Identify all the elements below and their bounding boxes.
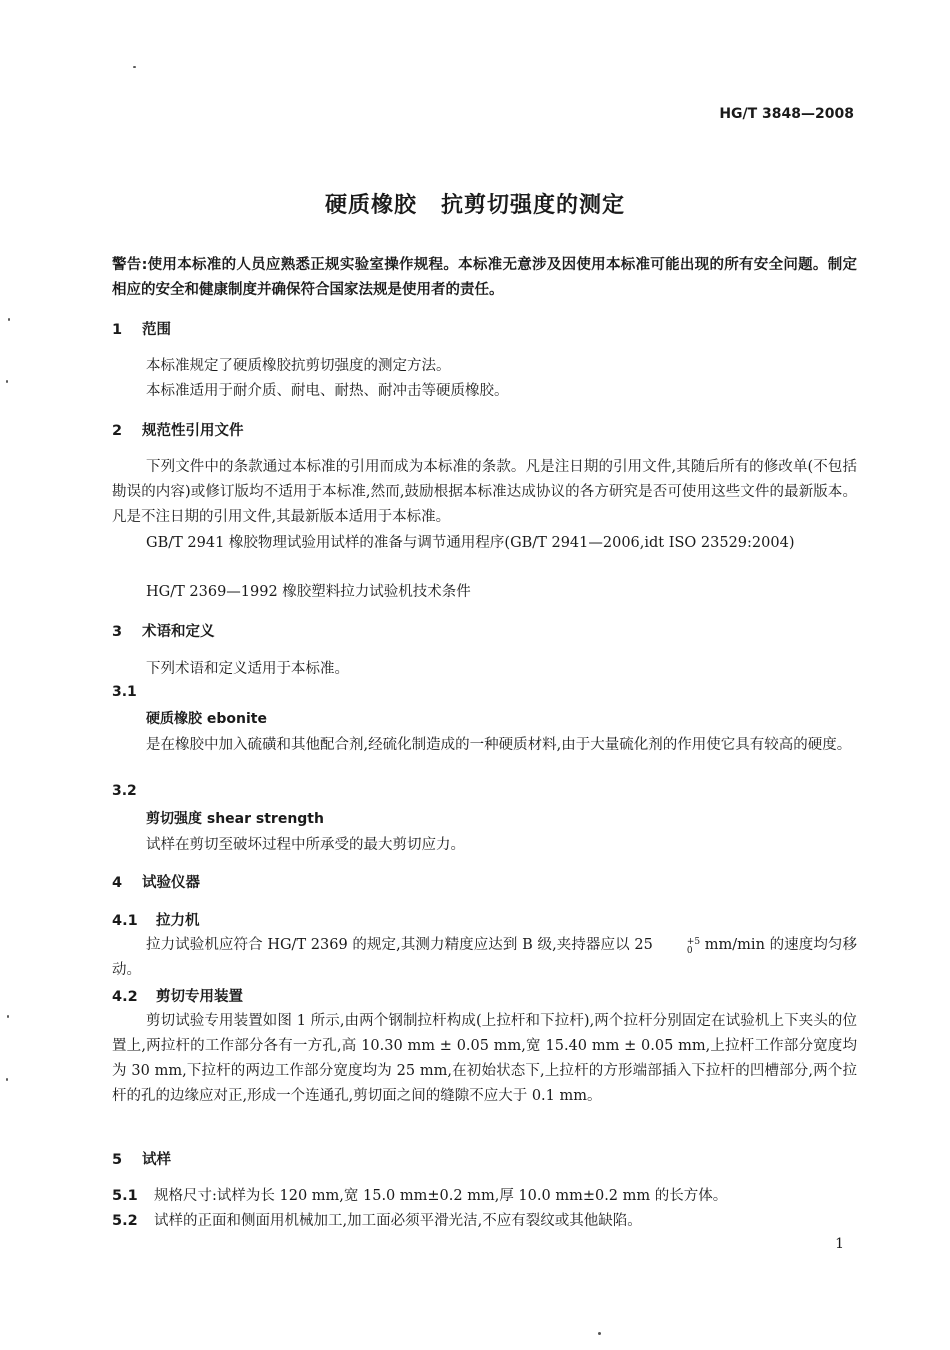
title-part-2: 抗剪切强度的测定: [441, 193, 626, 218]
subsection-number: 4.2: [112, 989, 138, 1005]
section-3-heading: [112, 620, 215, 641]
scan-speck: [6, 380, 8, 383]
term-number: 3.1: [112, 684, 137, 700]
paragraph: 下列文件中的条款通过本标准的引用而成为本标准的条款。凡是注日期的引用文件,其随后所有的修改单(不包括勘误的内容)或修订版均不适用于本标准,然而,鼓励根据本标准达成协议的各方研究是否可使用这些文件的最新版本。凡是不注日期的引用文件,其最新版本适用于本标准。: [112, 459, 857, 525]
tolerance-upper: +5: [686, 937, 701, 947]
subsection-title: 剪切专用装置: [156, 989, 243, 1005]
term-name: 剪切强度 shear strength: [146, 811, 324, 827]
page-number: 1: [835, 1236, 844, 1252]
page-title: [0, 188, 950, 219]
section-number: 4: [112, 875, 123, 891]
paragraph: 下列术语和定义适用于本标准。: [146, 661, 349, 677]
warning-paragraph: 警告:使用本标准的人员应熟悉正规实验室操作规程。本标准无意涉及因使用本标准可能出现的所有安全问题。制定相应的安全和健康制度并确保符合国家法规是使用者的责任。: [112, 257, 857, 298]
section-1-heading: [112, 318, 171, 339]
scan-speck: [133, 66, 136, 68]
subsection-number: 4.1: [112, 913, 138, 929]
term-number: 3.2: [112, 783, 137, 799]
subsection-4-1-heading: [112, 909, 200, 930]
term-definition: 是在橡胶中加入硫磺和其他配合剂,经硫化制造成的一种硬质材料,由于大量硫化剂的作用使它具有较高的硬度。: [146, 737, 852, 753]
section-number: 1: [112, 322, 123, 338]
scan-speck: [7, 1015, 9, 1018]
tolerance: [653, 938, 700, 956]
section-title: 试验仪器: [142, 875, 200, 891]
title-part-1: 硬质橡胶: [324, 193, 417, 218]
subsection-text: 试样的正面和侧面用机械加工,加工面必须平滑光洁,不应有裂纹或其他缺陷。: [154, 1213, 642, 1229]
section-number: 3: [112, 624, 123, 640]
text-run: 拉力试验机应符合 HG/T 2369 的规定,其测力精度应达到 B 级,夹持器应以 25: [146, 937, 653, 953]
paragraph: 本标准适用于耐介质、耐电、耐热、耐冲击等硬质橡胶。: [146, 383, 509, 399]
section-title: 规范性引用文件: [142, 423, 244, 439]
subsection-5-1: [112, 1184, 727, 1209]
scan-speck: [6, 1078, 8, 1081]
reference-item: GB/T 2941 橡胶物理试验用试样的准备与调节通用程序(GB/T 2941—2006,idt ISO 23529:2004): [146, 535, 795, 551]
tolerance-lower: 0: [686, 946, 693, 956]
section-title: 试样: [142, 1152, 171, 1168]
subsection-4-2-heading: [112, 985, 243, 1006]
subsection-5-2: [112, 1209, 642, 1234]
subsection-number: 5.1: [112, 1188, 138, 1204]
section-5-heading: [112, 1148, 171, 1169]
section-title: 术语和定义: [142, 624, 215, 640]
standard-number: HG/T 3848—2008: [719, 106, 854, 122]
scan-speck: [598, 1332, 601, 1335]
reference-item: HG/T 2369—1992 橡胶塑料拉力试验机技术条件: [146, 584, 471, 600]
paragraph: [112, 933, 857, 983]
subsection-text: 规格尺寸:试样为长 120 mm,宽 15.0 mm±0.2 mm,厚 10.0 mm±0.2 mm 的长方体。: [154, 1188, 728, 1204]
section-4-heading: [112, 871, 200, 892]
section-2-heading: [112, 419, 244, 440]
paragraph: 本标准规定了硬质橡胶抗剪切强度的测定方法。: [146, 358, 451, 374]
section-number: 5: [112, 1152, 123, 1168]
subsection-number: 5.2: [112, 1213, 138, 1229]
term-name: 硬质橡胶 ebonite: [146, 711, 267, 727]
subsection-title: 拉力机: [156, 913, 200, 929]
section-title: 范围: [142, 322, 171, 338]
section-number: 2: [112, 423, 123, 439]
term-definition: 试样在剪切至破坏过程中所承受的最大剪切应力。: [146, 837, 465, 853]
paragraph: 剪切试验专用装置如图 1 所示,由两个钢制拉杆构成(上拉杆和下拉杆),两个拉杆分别固定在试验机上下夹头的位置上,两拉杆的工作部分各有一方孔,高 10.30 mm ± 0.05 mm,宽 15.40 mm ± 0.05 mm,上拉杆工作部分宽度均为 30 mm,下拉杆的两边工作部分宽度均为 25 mm,在初始状态下,上拉杆的方形端部插入下拉杆的凹槽部分,两个拉杆的孔的边缘应对正,形成一个连通孔,剪切面之间的缝隙不应大于 0.1 mm。: [112, 1013, 857, 1104]
text-run: mm/min 的速度均匀移动。: [112, 937, 858, 978]
scan-speck: [8, 318, 10, 321]
